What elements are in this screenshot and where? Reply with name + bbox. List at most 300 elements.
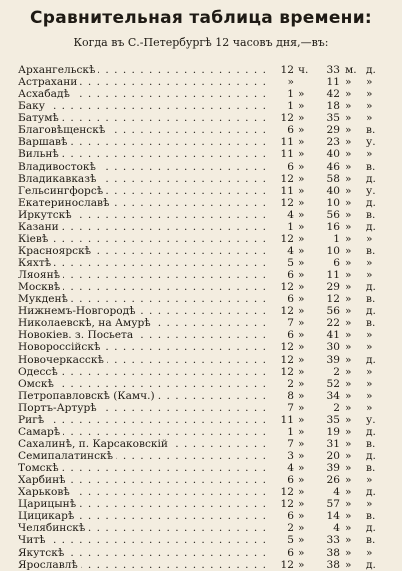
minute-unit: »	[345, 486, 352, 499]
table-row	[18, 414, 390, 426]
period-value: »	[366, 341, 373, 354]
hour-value: 4	[287, 244, 294, 257]
table-row	[18, 64, 390, 76]
city-name: Портъ-Артурѣ	[18, 402, 100, 414]
period-value: »	[366, 389, 373, 402]
minute-value: 40	[326, 148, 340, 161]
table-row	[18, 269, 390, 281]
minute-value: 46	[326, 160, 340, 173]
minute-value: 2	[333, 365, 340, 378]
city-name: Кіевѣ	[18, 233, 51, 245]
minute-value: 23	[326, 136, 340, 149]
table-row	[18, 112, 390, 124]
minute-value: 10	[326, 196, 340, 209]
period-value: д.	[366, 172, 376, 185]
minute-unit: »	[345, 437, 352, 450]
hour-value: 7	[287, 317, 294, 330]
hour-value: 12	[280, 112, 294, 125]
hour-value: 4	[287, 208, 294, 221]
minute-unit: »	[345, 510, 352, 523]
hour-unit: »	[298, 486, 305, 499]
table-row	[18, 534, 390, 546]
table-row	[18, 233, 390, 245]
table-row	[18, 88, 390, 100]
hour-value: 7	[287, 401, 294, 414]
table-row	[18, 522, 390, 534]
city-name: Петропавловскѣ (Камч.)	[18, 390, 158, 402]
hour-value: 2	[287, 522, 294, 535]
hour-value: 6	[287, 124, 294, 137]
city-name: Якутскѣ	[18, 547, 67, 559]
period-value: »	[366, 474, 373, 487]
city-name: Самарѣ	[18, 426, 63, 438]
hour-value: 12	[280, 196, 294, 209]
hour-unit: »	[298, 88, 305, 101]
minute-value: 4	[333, 522, 340, 535]
table-row	[18, 161, 390, 173]
city-name: Владивостокѣ	[18, 161, 99, 173]
hour-value: 12	[280, 353, 294, 366]
hour-unit: »	[298, 365, 305, 378]
city-name: Томскѣ	[18, 462, 62, 474]
minute-value: 4	[333, 486, 340, 499]
table-row	[18, 510, 390, 522]
minute-value: 35	[326, 112, 340, 125]
period-value: в.	[366, 208, 376, 221]
hour-unit: »	[298, 389, 305, 402]
table-row	[18, 257, 390, 269]
hour-unit: »	[298, 329, 305, 342]
hour-unit: »	[298, 269, 305, 282]
table-row	[18, 317, 390, 329]
table-row	[18, 462, 390, 474]
period-value: »	[366, 112, 373, 125]
period-value: в.	[366, 124, 376, 137]
city-name: Нижнемъ-Новгородѣ	[18, 305, 139, 317]
period-value: »	[366, 329, 373, 342]
city-name: Иркутскѣ	[18, 209, 75, 221]
minute-value: 14	[326, 510, 340, 523]
hour-unit: »	[298, 474, 305, 487]
hour-unit: »	[298, 232, 305, 245]
dot-leader	[18, 233, 265, 245]
city-name: Благовѣщенскѣ	[18, 124, 108, 136]
minute-value: 33	[326, 534, 340, 547]
minute-unit: »	[345, 522, 352, 535]
hour-value: 11	[280, 136, 294, 149]
minute-value: 34	[326, 389, 340, 402]
period-value: »	[366, 365, 373, 378]
minute-unit: »	[345, 220, 352, 233]
city-name: Семипалатинскѣ	[18, 450, 116, 462]
hour-value: 6	[287, 293, 294, 306]
minute-value: 16	[326, 220, 340, 233]
minute-unit: »	[345, 462, 352, 475]
period-value: »	[366, 100, 373, 113]
minute-unit: »	[345, 76, 352, 89]
minute-value: 11	[326, 269, 340, 282]
minute-unit: »	[345, 293, 352, 306]
hour-unit: »	[298, 534, 305, 547]
hour-unit: »	[298, 184, 305, 197]
time-table	[18, 64, 390, 571]
period-value: »	[366, 148, 373, 161]
minute-unit: »	[345, 413, 352, 426]
minute-value: 56	[326, 208, 340, 221]
hour-value: 12	[280, 486, 294, 499]
city-name: Ригѣ	[18, 414, 47, 426]
hour-value: 12	[280, 341, 294, 354]
minute-value: 20	[326, 450, 340, 462]
minute-unit: »	[345, 558, 352, 571]
minute-value: 41	[326, 329, 340, 342]
period-value: в.	[366, 534, 376, 547]
period-value: д.	[366, 522, 376, 535]
period-value: у.	[366, 413, 376, 426]
period-value: д.	[366, 425, 376, 438]
city-name: Москвѣ	[18, 281, 63, 293]
city-name: Казани	[18, 221, 62, 233]
hour-value: 2	[287, 377, 294, 390]
hour-unit: »	[298, 437, 305, 450]
minute-value: 35	[326, 413, 340, 426]
period-value: в.	[366, 293, 376, 306]
minute-unit: »	[345, 401, 352, 414]
hour-unit: »	[298, 353, 305, 366]
period-value: в.	[366, 437, 376, 450]
table-row	[18, 293, 390, 305]
table-row	[18, 390, 390, 402]
hour-value: 12	[280, 365, 294, 378]
table-row	[18, 197, 390, 209]
minute-unit: »	[345, 196, 352, 209]
hour-value: 5	[287, 257, 294, 269]
hour-unit: »	[298, 450, 305, 462]
minute-value: 42	[326, 88, 340, 101]
hour-unit: »	[298, 425, 305, 438]
hour-unit: »	[298, 510, 305, 523]
period-value: д.	[366, 64, 376, 76]
table-row	[18, 148, 390, 160]
hour-value: 1	[287, 220, 294, 233]
table-row	[18, 124, 390, 136]
minute-unit: »	[345, 100, 352, 113]
city-name: Асхабадѣ	[18, 88, 73, 100]
period-value: в.	[366, 510, 376, 523]
city-name: Челябинскѣ	[18, 522, 88, 534]
city-name: Батумѣ	[18, 112, 62, 124]
hour-unit: »	[298, 172, 305, 185]
hour-value: 12	[280, 305, 294, 318]
table-row	[18, 329, 390, 341]
hour-unit: »	[298, 413, 305, 426]
minute-unit: »	[345, 353, 352, 366]
minute-unit: »	[345, 208, 352, 221]
minute-unit: »	[345, 389, 352, 402]
hour-value: 7	[287, 437, 294, 450]
minute-unit: »	[345, 450, 352, 462]
page-subtitle: Когда въ С.-Петербургѣ 12 часовъ дня,—въ:	[73, 36, 329, 49]
minute-unit: »	[345, 305, 352, 318]
hour-value: 1	[287, 425, 294, 438]
minute-unit: »	[345, 546, 352, 559]
minute-value: 12	[326, 293, 340, 306]
period-value: »	[366, 377, 373, 390]
hour-value: 12	[280, 558, 294, 571]
table-row	[18, 185, 390, 197]
table-row	[18, 498, 390, 510]
period-value: д.	[366, 558, 376, 571]
city-name: Красноярскѣ	[18, 245, 94, 257]
hour-unit: »	[298, 341, 305, 354]
page-title: Сравнительная таблица времени:	[29, 8, 373, 28]
hour-unit: »	[298, 293, 305, 306]
minute-unit: »	[345, 88, 352, 101]
hour-unit: ч.	[298, 64, 309, 76]
period-value: д.	[366, 305, 376, 318]
hour-value: 11	[280, 413, 294, 426]
minute-value: 22	[326, 317, 340, 330]
minute-value: 39	[326, 462, 340, 475]
hour-value: 6	[287, 329, 294, 342]
city-name: Одессѣ	[18, 366, 61, 378]
table-row	[18, 486, 390, 498]
hour-value: 8	[287, 389, 294, 402]
hour-value: 1	[287, 88, 294, 101]
minute-value: 6	[333, 257, 340, 269]
city-name: Новороссійскѣ	[18, 341, 103, 353]
period-value: »	[366, 88, 373, 101]
city-name: Омскѣ	[18, 378, 57, 390]
hour-value: 6	[287, 160, 294, 173]
hour-value: 11	[280, 148, 294, 161]
hour-unit: »	[298, 100, 305, 113]
hour-unit: »	[298, 148, 305, 161]
minute-unit: »	[345, 112, 352, 125]
hour-unit: »	[298, 196, 305, 209]
minute-unit: »	[345, 257, 352, 269]
minute-value: 38	[326, 558, 340, 571]
city-name: Читѣ	[18, 534, 49, 546]
hour-value: 3	[287, 450, 294, 462]
minute-unit: »	[345, 377, 352, 390]
period-value: д.	[366, 486, 376, 499]
minute-value: 58	[326, 172, 340, 185]
hour-value: 11	[280, 184, 294, 197]
minute-unit: »	[345, 148, 352, 161]
city-name: Вильнѣ	[18, 148, 62, 160]
city-name: Гельсингфорсѣ	[18, 185, 106, 197]
minute-value: 29	[326, 124, 340, 137]
minute-value: 30	[326, 341, 340, 354]
city-name: Новокiев. з. Посьета	[18, 329, 136, 341]
city-name: Кяхтѣ	[18, 257, 54, 269]
minute-unit: »	[345, 244, 352, 257]
period-value: »	[366, 401, 373, 414]
table-row	[18, 366, 390, 378]
minute-value: 52	[326, 377, 340, 390]
dot-leader	[18, 257, 265, 269]
hour-unit: »	[298, 136, 305, 149]
period-value: у.	[366, 184, 376, 197]
table-row	[18, 426, 390, 438]
city-name: Варшавѣ	[18, 136, 70, 148]
city-name: Харьковѣ	[18, 486, 73, 498]
table-row	[18, 559, 390, 571]
minute-value: 19	[326, 425, 340, 438]
hour-unit: »	[298, 112, 305, 125]
minute-unit: »	[345, 160, 352, 173]
period-value: »	[366, 269, 373, 282]
period-value: »	[366, 232, 373, 245]
minute-value: 31	[326, 437, 340, 450]
minute-unit: »	[345, 474, 352, 487]
city-name: Астрахани	[18, 76, 80, 88]
hour-unit: »	[298, 160, 305, 173]
dot-leader	[18, 534, 265, 546]
city-name: Архангельскѣ	[18, 64, 98, 76]
minute-unit: »	[345, 534, 352, 547]
hour-unit: »	[298, 244, 305, 257]
table-row	[18, 100, 390, 112]
minute-unit: »	[345, 281, 352, 294]
period-value: д.	[366, 220, 376, 233]
minute-unit: »	[345, 269, 352, 282]
minute-unit: »	[345, 317, 352, 330]
dot-leader	[18, 414, 265, 426]
minute-unit: »	[345, 184, 352, 197]
table-row	[18, 402, 390, 414]
hour-value: 5	[287, 534, 294, 547]
table-row	[18, 305, 390, 317]
table-row	[18, 136, 390, 148]
hour-unit: »	[298, 257, 305, 269]
minute-unit: »	[345, 365, 352, 378]
period-value: д.	[366, 281, 376, 294]
city-name: Ярославлѣ	[18, 559, 81, 571]
hour-value: 12	[280, 498, 294, 511]
minute-unit: »	[345, 124, 352, 137]
dot-leader	[18, 100, 265, 112]
hour-unit: »	[298, 401, 305, 414]
hour-value: 12	[280, 232, 294, 245]
table-row	[18, 378, 390, 390]
hour-unit: »	[298, 208, 305, 221]
hour-unit: »	[298, 305, 305, 318]
hour-value: »	[287, 76, 294, 89]
hour-value: 4	[287, 462, 294, 475]
minute-unit: »	[345, 341, 352, 354]
city-name: Сахалинѣ, п. Карсаковскій	[18, 438, 171, 450]
hour-value: 12	[280, 281, 294, 294]
city-name: Баку	[18, 100, 48, 112]
table-row	[18, 281, 390, 293]
table-row	[18, 474, 390, 486]
period-value: »	[366, 498, 373, 511]
city-name: Владикавказѣ	[18, 173, 99, 185]
minute-value: 10	[326, 244, 340, 257]
period-value: »	[366, 546, 373, 559]
hour-unit: »	[298, 281, 305, 294]
minute-unit: »	[345, 425, 352, 438]
period-value: »	[366, 257, 373, 269]
table-row	[18, 438, 390, 450]
minute-value: 2	[333, 401, 340, 414]
period-value: в.	[366, 317, 376, 330]
minute-unit: »	[345, 232, 352, 245]
table-row	[18, 76, 390, 88]
city-name: Екатеринославѣ	[18, 197, 112, 209]
hour-unit: »	[298, 498, 305, 511]
hour-unit: »	[298, 462, 305, 475]
period-value: д.	[366, 450, 376, 462]
city-name: Новочеркасскѣ	[18, 354, 107, 366]
table-row	[18, 245, 390, 257]
hour-value: 6	[287, 546, 294, 559]
minute-value: 26	[326, 474, 340, 487]
minute-unit: »	[345, 136, 352, 149]
minute-unit: »	[345, 329, 352, 342]
period-value: в.	[366, 462, 376, 475]
city-name: Николаевскѣ, на Амурѣ	[18, 317, 154, 329]
minute-unit: м.	[345, 64, 357, 76]
minute-unit: »	[345, 498, 352, 511]
minute-value: 39	[326, 353, 340, 366]
minute-value: 11	[326, 76, 340, 89]
city-name: Мукденѣ	[18, 293, 71, 305]
hour-value: 6	[287, 269, 294, 282]
hour-unit: »	[298, 124, 305, 137]
table-row	[18, 209, 390, 221]
city-name: Цицикарѣ	[18, 510, 77, 522]
minute-value: 57	[326, 498, 340, 511]
minute-unit: »	[345, 172, 352, 185]
minute-value: 40	[326, 184, 340, 197]
period-value: »	[366, 76, 373, 89]
minute-value: 1	[333, 232, 340, 245]
hour-unit: »	[298, 546, 305, 559]
table-row	[18, 341, 390, 353]
table-row	[18, 221, 390, 233]
period-value: у.	[366, 136, 376, 149]
city-name: Царицынѣ	[18, 498, 79, 510]
city-name: Ляоянѣ	[18, 269, 63, 281]
city-name: Харбинѣ	[18, 474, 69, 486]
hour-unit: »	[298, 220, 305, 233]
hour-value: 6	[287, 474, 294, 487]
hour-value: 1	[287, 100, 294, 113]
period-value: в.	[366, 160, 376, 173]
period-value: д.	[366, 196, 376, 209]
hour-unit: »	[298, 522, 305, 535]
hour-value: 6	[287, 510, 294, 523]
minute-value: 33	[326, 64, 340, 76]
hour-unit: »	[298, 317, 305, 330]
hour-value: 12	[280, 172, 294, 185]
table-row	[18, 354, 390, 366]
table-row	[18, 450, 390, 462]
hour-value: 12	[280, 64, 294, 76]
hour-unit: »	[298, 558, 305, 571]
minute-value: 56	[326, 305, 340, 318]
table-row	[18, 173, 390, 185]
period-value: д.	[366, 353, 376, 366]
minute-value: 29	[326, 281, 340, 294]
hour-unit: »	[298, 377, 305, 390]
minute-value: 38	[326, 546, 340, 559]
minute-value: 18	[326, 100, 340, 113]
period-value: в.	[366, 244, 376, 257]
